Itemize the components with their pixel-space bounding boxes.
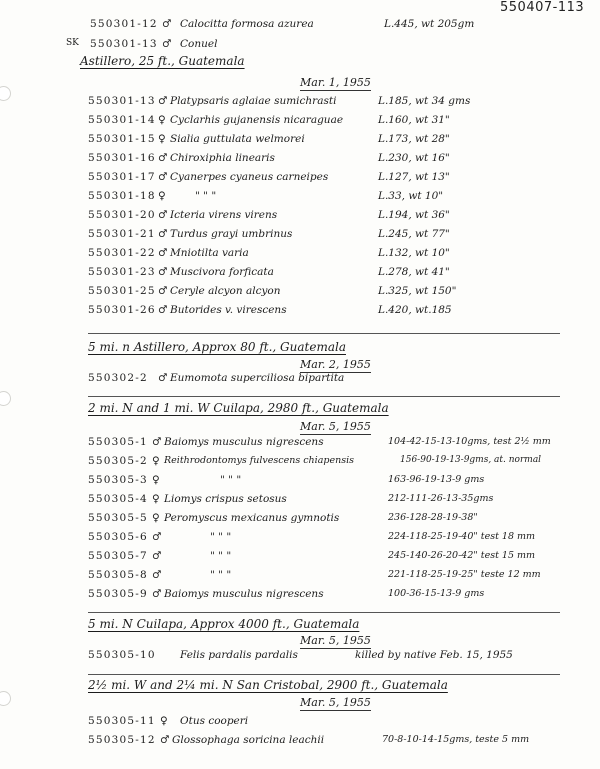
collection-date: Mar. 5, 1955 <box>300 696 371 709</box>
specimen-row <box>0 133 600 153</box>
section-divider <box>88 612 560 613</box>
species-name: Conuel <box>180 38 218 50</box>
measurements: L.185, wt 34 gms <box>378 95 471 107</box>
sex-symbol: ♀ <box>158 190 166 202</box>
measurements: 163-96-19-13-9 gms <box>388 474 485 485</box>
locality-heading: 5 mi. N Cuilapa, Approx 4000 ft., Guatemala <box>88 617 360 631</box>
sex-symbol: ♂ <box>152 531 162 543</box>
sex-symbol: ♀ <box>152 455 160 467</box>
ditto-marks: " " " <box>220 474 242 486</box>
sex-symbol: ♂ <box>158 228 168 240</box>
catalog-number: 550301-21 <box>88 228 156 240</box>
catalog-number: 550301-16 <box>88 152 156 164</box>
ditto-marks: " " " <box>210 569 232 581</box>
species-name: Eumomota superciliosa bipartita <box>170 372 345 384</box>
species-name: Icteria virens virens <box>170 209 278 221</box>
specimen-row <box>0 715 600 735</box>
measurements: 100-36-15-13-9 gms <box>388 588 485 599</box>
measurements: L.325, wt 150" <box>378 285 457 297</box>
sex-symbol: ♂ <box>162 18 172 30</box>
section-divider <box>88 333 560 334</box>
sex-symbol: ♀ <box>158 133 166 145</box>
punch-hole <box>0 391 11 406</box>
sex-symbol: ♀ <box>160 715 168 727</box>
collection-note: killed by native Feb. 15, 1955 <box>355 649 513 661</box>
sex-symbol: ♂ <box>152 550 162 562</box>
species-name: Turdus grayi umbrinus <box>170 228 293 240</box>
catalog-number: 550305-4 <box>88 493 148 505</box>
catalog-number: 550301-12 <box>90 18 158 30</box>
species-name: Peromyscus mexicanus gymnotis <box>164 512 340 524</box>
measurements: 224-118-25-19-40" test 18 mm <box>388 531 536 542</box>
species-name: Mniotilta varia <box>170 247 249 259</box>
specimen-row <box>0 493 600 513</box>
locality-heading: 2 mi. N and 1 mi. W Cuilapa, 2980 ft., Guatemala <box>88 401 389 415</box>
catalog-number: 550305-11 <box>88 715 156 727</box>
measurements: L.445, wt 205gm <box>384 18 475 30</box>
collection-date: Mar. 2, 1955 <box>300 358 371 371</box>
catalog-number: 550301-26 <box>88 304 156 316</box>
species-name: Platypsaris aglaiae sumichrasti <box>170 95 337 107</box>
locality-heading: 5 mi. n Astillero, Approx 80 ft., Guatemala <box>88 340 346 354</box>
catalog-number: 550305-12 <box>88 734 156 746</box>
specimen-row <box>0 569 600 589</box>
specimen-row <box>0 247 600 267</box>
specimen-row <box>0 171 600 191</box>
measurements: 104-42-15-13-10gms, test 2½ mm <box>388 436 551 447</box>
measurements: L.420, wt.185 <box>378 304 452 316</box>
species-name: Calocitta formosa azurea <box>180 18 314 30</box>
catalog-number: 550305-7 <box>88 550 148 562</box>
sex-symbol: ♂ <box>152 436 162 448</box>
specimen-row <box>0 550 600 570</box>
ditto-marks: " " " <box>195 190 217 202</box>
specimen-row <box>0 18 600 38</box>
sex-symbol: ♂ <box>152 569 162 581</box>
locality-heading: 2½ mi. W and 2¼ mi. N San Cristobal, 2900 ft., Guatemala <box>88 678 448 692</box>
species-name: Cyanerpes cyaneus carneipes <box>170 171 329 183</box>
collection-date: Mar. 5, 1955 <box>300 634 371 647</box>
sex-symbol: ♂ <box>158 171 168 183</box>
measurements: 156-90-19-13-9gms, at. normal <box>400 455 542 465</box>
sex-symbol: ♀ <box>152 493 160 505</box>
catalog-number: 550305-6 <box>88 531 148 543</box>
catalog-number: 550305-9 <box>88 588 148 600</box>
species-name: Butorides v. virescens <box>170 304 287 316</box>
sex-symbol: ♂ <box>162 38 172 50</box>
ditto-marks: " " " <box>210 550 232 562</box>
specimen-row <box>0 114 600 134</box>
punch-hole <box>0 691 11 706</box>
species-name: Baiomys musculus nigrescens <box>164 436 324 448</box>
catalog-number: 550301-22 <box>88 247 156 259</box>
collection-date: Mar. 1, 1955 <box>300 76 371 89</box>
sex-symbol: ♂ <box>158 266 168 278</box>
sex-symbol: ♂ <box>152 588 162 600</box>
specimen-row <box>0 190 600 210</box>
catalog-number: 550301-20 <box>88 209 156 221</box>
catalog-number: 550301-17 <box>88 171 156 183</box>
measurements: L.194, wt 36" <box>378 209 450 221</box>
specimen-row <box>0 436 600 456</box>
sex-symbol: ♂ <box>158 152 168 164</box>
measurements: L.173, wt 28" <box>378 133 450 145</box>
measurements: L.278, wt 41" <box>378 266 450 278</box>
document-number: 550407-113 <box>500 0 585 15</box>
catalog-number: 550305-8 <box>88 569 148 581</box>
measurements: 236-128-28-19-38" <box>388 512 478 523</box>
measurements: L.160, wt 31" <box>378 114 450 126</box>
sex-symbol: ♀ <box>152 474 160 486</box>
measurements: 212-111-26-13-35gms <box>388 493 494 504</box>
species-name: Glossophaga soricina leachii <box>172 734 325 746</box>
specimen-row <box>0 285 600 305</box>
locality-heading: Astillero, 25 ft., Guatemala <box>80 54 245 68</box>
sex-symbol: ♀ <box>152 512 160 524</box>
specimen-row <box>0 588 600 608</box>
species-name: Reithrodontomys fulvescens chiapensis <box>164 455 354 466</box>
species-name: Chiroxiphia linearis <box>170 152 275 164</box>
specimen-row <box>0 209 600 229</box>
specimen-row <box>0 304 600 324</box>
species-name: Otus cooperi <box>180 715 249 727</box>
section-divider <box>88 674 560 675</box>
measurements: L.127, wt 13" <box>378 171 450 183</box>
specimen-row <box>0 455 600 475</box>
sex-symbol: ♂ <box>158 304 168 316</box>
catalog-number: 550301-15 <box>88 133 156 145</box>
sex-symbol: ♂ <box>158 247 168 259</box>
species-name: Baiomys musculus nigrescens <box>164 588 324 600</box>
specimen-row <box>0 266 600 286</box>
sex-symbol: ♂ <box>158 95 168 107</box>
specimen-row <box>0 372 600 392</box>
measurements: L.33, wt 10" <box>378 190 444 202</box>
catalog-number: 550301-13 <box>90 38 158 50</box>
catalog-number: 550305-3 <box>88 474 148 486</box>
sex-symbol: ♀ <box>158 114 166 126</box>
sex-symbol: ♂ <box>158 209 168 221</box>
catalog-number: 550301-23 <box>88 266 156 278</box>
species-name: Cyclarhis gujanensis nicaraguae <box>170 114 344 126</box>
collection-date: Mar. 5, 1955 <box>300 420 371 433</box>
specimen-row <box>0 95 600 115</box>
catalog-number: 550301-18 <box>88 190 156 202</box>
catalog-number: 550301-14 <box>88 114 156 126</box>
section-divider <box>88 396 560 397</box>
catalog-number: 550302-2 <box>88 372 148 384</box>
specimen-row <box>0 228 600 248</box>
catalog-number: 550301-25 <box>88 285 156 297</box>
prefix-mark: SK <box>66 38 79 48</box>
catalog-number: 550301-13 <box>88 95 156 107</box>
catalog-number: 550305-1 <box>88 436 148 448</box>
specimen-row <box>0 152 600 172</box>
specimen-row <box>0 649 600 669</box>
specimen-row <box>0 512 600 532</box>
ditto-marks: " " " <box>210 531 232 543</box>
sex-symbol: ♂ <box>158 372 168 384</box>
measurements: L.132, wt 10" <box>378 247 450 259</box>
measurements: 245-140-26-20-42" test 15 mm <box>388 550 536 561</box>
specimen-row <box>0 531 600 551</box>
catalog-number: 550305-5 <box>88 512 148 524</box>
species-name: Sialia guttulata welmorei <box>170 133 305 145</box>
specimen-row <box>0 474 600 494</box>
catalog-number: 550305-10 <box>88 649 156 661</box>
species-name: Muscivora forficata <box>170 266 274 278</box>
species-name: Liomys crispus setosus <box>164 493 287 505</box>
measurements: 221-118-25-19-25" teste 12 mm <box>388 569 541 580</box>
sex-symbol: ♂ <box>158 285 168 297</box>
species-name: Ceryle alcyon alcyon <box>170 285 281 297</box>
measurements: L.230, wt 16" <box>378 152 450 164</box>
catalog-number: 550305-2 <box>88 455 148 467</box>
measurements: L.245, wt 77" <box>378 228 450 240</box>
specimen-row <box>0 734 600 754</box>
measurements: 70-8-10-14-15gms, teste 5 mm <box>382 734 530 745</box>
sex-symbol: ♂ <box>160 734 170 746</box>
species-name: Felis pardalis pardalis <box>180 649 298 661</box>
